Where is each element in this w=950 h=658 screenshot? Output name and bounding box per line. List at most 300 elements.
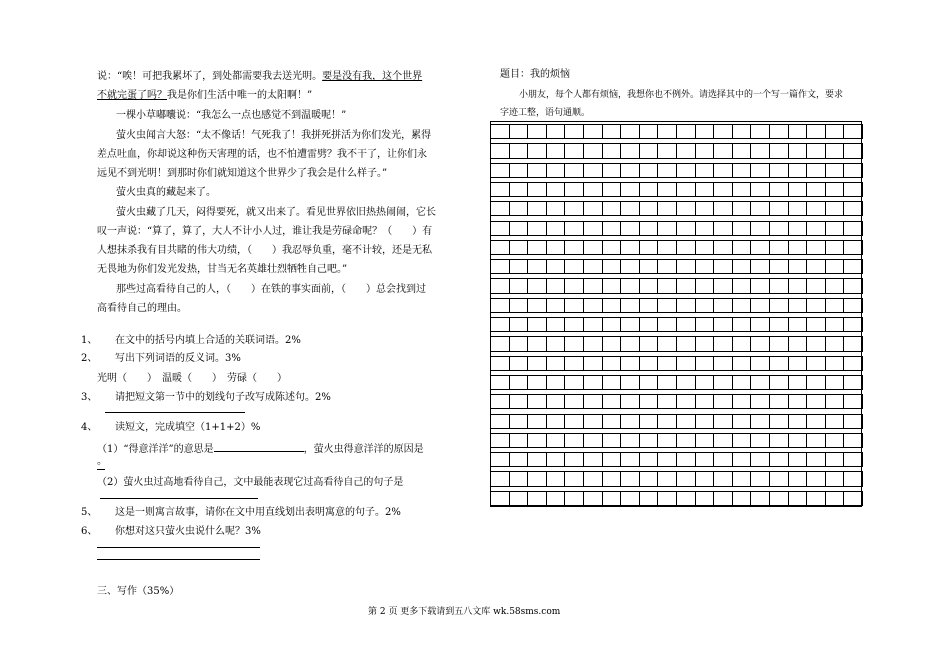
grid-cell[interactable] [677,414,696,429]
grid-cell[interactable] [714,124,733,139]
grid-cell[interactable] [789,414,808,429]
grid-cell[interactable] [510,259,529,274]
grid-cell[interactable] [844,143,863,158]
grid-cell[interactable] [789,375,808,390]
grid-cell[interactable] [770,317,789,332]
grid-cell[interactable] [510,375,529,390]
grid-cell[interactable] [807,452,826,467]
grid-cell[interactable] [789,336,808,351]
grid-cell[interactable] [733,259,752,274]
grid-cell[interactable] [547,298,566,313]
grid-cell[interactable] [826,433,845,448]
grid-cell[interactable] [547,182,566,197]
grid-cell[interactable] [751,278,770,293]
grid-cell[interactable] [640,143,659,158]
grid-cell[interactable] [696,221,715,236]
grid-cell[interactable] [751,491,770,506]
grid-cell[interactable] [714,221,733,236]
grid-cell[interactable] [807,336,826,351]
grid-cell[interactable] [491,143,510,158]
answer-line[interactable] [97,559,260,560]
grid-cell[interactable] [677,452,696,467]
grid-cell[interactable] [807,356,826,371]
grid-cell[interactable] [528,375,547,390]
grid-cell[interactable] [584,221,603,236]
grid-cell[interactable] [658,336,677,351]
grid-cell[interactable] [640,471,659,486]
grid-cell[interactable] [677,221,696,236]
grid-cell[interactable] [789,163,808,178]
grid-cell[interactable] [751,240,770,255]
grid-cell[interactable] [547,471,566,486]
grid-cell[interactable] [547,375,566,390]
grid-cell[interactable] [714,298,733,313]
grid-cell[interactable] [696,163,715,178]
grid-cell[interactable] [677,433,696,448]
grid-cell[interactable] [491,375,510,390]
grid-cell[interactable] [621,356,640,371]
grid-cell[interactable] [770,298,789,313]
grid-cell[interactable] [733,182,752,197]
grid-cell[interactable] [826,124,845,139]
grid-cell[interactable] [565,278,584,293]
grid-cell[interactable] [826,336,845,351]
grid-cell[interactable] [789,298,808,313]
grid-cell[interactable] [658,298,677,313]
grid-cell[interactable] [807,143,826,158]
grid-cell[interactable] [491,471,510,486]
grid-cell[interactable] [603,124,622,139]
grid-cell[interactable] [844,491,863,506]
grid-cell[interactable] [789,259,808,274]
grid-cell[interactable] [584,201,603,216]
grid-cell[interactable] [807,221,826,236]
grid-cell[interactable] [844,259,863,274]
grid-cell[interactable] [696,298,715,313]
grid-cell[interactable] [807,240,826,255]
grid-cell[interactable] [733,201,752,216]
grid-cell[interactable] [677,240,696,255]
grid-cell[interactable] [733,163,752,178]
grid-cell[interactable] [826,471,845,486]
grid-cell[interactable] [826,201,845,216]
grid-cell[interactable] [677,163,696,178]
grid-cell[interactable] [844,471,863,486]
grid-cell[interactable] [491,452,510,467]
grid-cell[interactable] [770,240,789,255]
grid-cell[interactable] [658,356,677,371]
grid-cell[interactable] [584,375,603,390]
grid-cell[interactable] [565,356,584,371]
grid-cell[interactable] [733,375,752,390]
grid-cell[interactable] [826,278,845,293]
grid-cell[interactable] [807,163,826,178]
grid-cell[interactable] [621,375,640,390]
grid-cell[interactable] [658,394,677,409]
grid-cell[interactable] [844,317,863,332]
grid-cell[interactable] [826,182,845,197]
grid-cell[interactable] [714,317,733,332]
grid-cell[interactable] [528,471,547,486]
grid-cell[interactable] [770,491,789,506]
grid-cell[interactable] [677,375,696,390]
grid-cell[interactable] [658,471,677,486]
grid-cell[interactable] [714,182,733,197]
grid-cell[interactable] [658,452,677,467]
grid-cell[interactable] [807,491,826,506]
grid-cell[interactable] [528,182,547,197]
grid-cell[interactable] [696,124,715,139]
grid-cell[interactable] [584,491,603,506]
grid-cell[interactable] [621,124,640,139]
grid-cell[interactable] [696,182,715,197]
grid-cell[interactable] [640,221,659,236]
grid-cell[interactable] [621,278,640,293]
grid-cell[interactable] [528,433,547,448]
grid-cell[interactable] [826,298,845,313]
grid-cell[interactable] [510,278,529,293]
grid-cell[interactable] [528,336,547,351]
grid-cell[interactable] [547,394,566,409]
grid-cell[interactable] [751,221,770,236]
grid-cell[interactable] [640,414,659,429]
grid-cell[interactable] [603,298,622,313]
grid-cell[interactable] [696,259,715,274]
grid-cell[interactable] [547,278,566,293]
grid-cell[interactable] [714,375,733,390]
grid-cell[interactable] [491,278,510,293]
grid-cell[interactable] [658,240,677,255]
grid-cell[interactable] [603,240,622,255]
grid-cell[interactable] [677,356,696,371]
grid-cell[interactable] [565,317,584,332]
grid-cell[interactable] [603,356,622,371]
grid-cell[interactable] [565,259,584,274]
grid-cell[interactable] [621,259,640,274]
answer-line[interactable] [97,547,260,548]
grid-cell[interactable] [789,471,808,486]
grid-cell[interactable] [733,491,752,506]
grid-cell[interactable] [565,124,584,139]
grid-cell[interactable] [826,491,845,506]
answer-line[interactable] [100,498,258,499]
grid-cell[interactable] [677,259,696,274]
grid-cell[interactable] [584,124,603,139]
grid-cell[interactable] [510,356,529,371]
grid-cell[interactable] [844,375,863,390]
grid-cell[interactable] [584,317,603,332]
grid-cell[interactable] [621,317,640,332]
grid-cell[interactable] [565,375,584,390]
grid-cell[interactable] [547,124,566,139]
grid-cell[interactable] [658,221,677,236]
grid-cell[interactable] [696,433,715,448]
grid-cell[interactable] [826,259,845,274]
grid-cell[interactable] [751,394,770,409]
grid-cell[interactable] [696,317,715,332]
grid-cell[interactable] [770,259,789,274]
grid-cell[interactable] [528,414,547,429]
grid-cell[interactable] [677,124,696,139]
grid-cell[interactable] [696,143,715,158]
grid-cell[interactable] [807,317,826,332]
grid-cell[interactable] [510,221,529,236]
grid-cell[interactable] [640,491,659,506]
grid-cell[interactable] [510,201,529,216]
grid-cell[interactable] [491,298,510,313]
grid-cell[interactable] [807,278,826,293]
grid-cell[interactable] [621,298,640,313]
grid-cell[interactable] [528,298,547,313]
grid-cell[interactable] [696,356,715,371]
grid-cell[interactable] [770,414,789,429]
grid-cell[interactable] [528,491,547,506]
grid-cell[interactable] [603,452,622,467]
grid-cell[interactable] [547,452,566,467]
grid-cell[interactable] [714,394,733,409]
grid-cell[interactable] [770,336,789,351]
grid-cell[interactable] [584,278,603,293]
grid-cell[interactable] [584,414,603,429]
grid-cell[interactable] [528,201,547,216]
grid-cell[interactable] [733,414,752,429]
grid-cell[interactable] [491,124,510,139]
grid-cell[interactable] [510,433,529,448]
grid-cell[interactable] [844,124,863,139]
grid-cell[interactable] [584,356,603,371]
grid-cell[interactable] [640,452,659,467]
grid-cell[interactable] [807,375,826,390]
grid-cell[interactable] [491,433,510,448]
grid-cell[interactable] [844,221,863,236]
grid-cell[interactable] [844,182,863,197]
grid-cell[interactable] [696,452,715,467]
grid-cell[interactable] [658,143,677,158]
grid-cell[interactable] [733,336,752,351]
grid-cell[interactable] [714,201,733,216]
grid-cell[interactable] [677,182,696,197]
grid-cell[interactable] [733,356,752,371]
grid-cell[interactable] [844,356,863,371]
grid-cell[interactable] [696,240,715,255]
grid-cell[interactable] [547,240,566,255]
grid-cell[interactable] [603,336,622,351]
grid-cell[interactable] [751,298,770,313]
grid-cell[interactable] [751,414,770,429]
grid-cell[interactable] [733,317,752,332]
grid-cell[interactable] [770,375,789,390]
grid-cell[interactable] [510,163,529,178]
grid-cell[interactable] [770,143,789,158]
grid-cell[interactable] [751,201,770,216]
grid-cell[interactable] [603,143,622,158]
grid-cell[interactable] [584,182,603,197]
grid-cell[interactable] [714,491,733,506]
grid-cell[interactable] [770,433,789,448]
grid-cell[interactable] [584,452,603,467]
grid-cell[interactable] [770,221,789,236]
grid-cell[interactable] [547,163,566,178]
grid-cell[interactable] [565,298,584,313]
grid-cell[interactable] [621,471,640,486]
grid-cell[interactable] [677,278,696,293]
grid-cell[interactable] [603,201,622,216]
grid-cell[interactable] [491,221,510,236]
grid-cell[interactable] [770,182,789,197]
grid-cell[interactable] [751,182,770,197]
grid-cell[interactable] [844,240,863,255]
grid-cell[interactable] [603,221,622,236]
grid-cell[interactable] [603,375,622,390]
grid-cell[interactable] [621,182,640,197]
grid-cell[interactable] [584,471,603,486]
grid-cell[interactable] [510,491,529,506]
grid-cell[interactable] [733,298,752,313]
grid-cell[interactable] [807,394,826,409]
grid-cell[interactable] [547,317,566,332]
grid-cell[interactable] [751,143,770,158]
grid-cell[interactable] [528,163,547,178]
grid-cell[interactable] [510,240,529,255]
grid-cell[interactable] [770,356,789,371]
grid-cell[interactable] [789,240,808,255]
grid-cell[interactable] [844,452,863,467]
grid-cell[interactable] [658,182,677,197]
grid-cell[interactable] [640,317,659,332]
grid-cell[interactable] [751,124,770,139]
grid-cell[interactable] [733,452,752,467]
grid-cell[interactable] [658,491,677,506]
grid-cell[interactable] [510,182,529,197]
grid-cell[interactable] [565,491,584,506]
grid-cell[interactable] [640,124,659,139]
grid-cell[interactable] [807,259,826,274]
grid-cell[interactable] [844,394,863,409]
grid-cell[interactable] [640,201,659,216]
grid-cell[interactable] [640,356,659,371]
grid-cell[interactable] [789,433,808,448]
grid-cell[interactable] [528,394,547,409]
grid-cell[interactable] [603,259,622,274]
grid-cell[interactable] [789,356,808,371]
grid-cell[interactable] [565,221,584,236]
grid-cell[interactable] [826,394,845,409]
grid-cell[interactable] [584,336,603,351]
answer-line[interactable] [97,469,105,470]
grid-cell[interactable] [640,336,659,351]
grid-cell[interactable] [714,240,733,255]
grid-cell[interactable] [770,163,789,178]
grid-cell[interactable] [658,201,677,216]
grid-cell[interactable] [807,414,826,429]
grid-cell[interactable] [751,336,770,351]
grid-cell[interactable] [696,491,715,506]
grid-cell[interactable] [621,240,640,255]
grid-cell[interactable] [547,356,566,371]
grid-cell[interactable] [826,317,845,332]
grid-cell[interactable] [510,471,529,486]
grid-cell[interactable] [565,240,584,255]
grid-cell[interactable] [528,240,547,255]
grid-cell[interactable] [603,433,622,448]
grid-cell[interactable] [621,491,640,506]
grid-cell[interactable] [733,278,752,293]
grid-cell[interactable] [770,471,789,486]
grid-cell[interactable] [584,433,603,448]
grid-cell[interactable] [621,201,640,216]
grid-cell[interactable] [510,317,529,332]
grid-cell[interactable] [491,182,510,197]
grid-cell[interactable] [807,124,826,139]
grid-cell[interactable] [491,414,510,429]
grid-cell[interactable] [770,394,789,409]
grid-cell[interactable] [565,201,584,216]
grid-cell[interactable] [640,375,659,390]
grid-cell[interactable] [696,278,715,293]
grid-cell[interactable] [789,491,808,506]
grid-cell[interactable] [751,471,770,486]
grid-cell[interactable] [696,336,715,351]
grid-cell[interactable] [677,336,696,351]
grid-cell[interactable] [510,414,529,429]
grid-cell[interactable] [528,124,547,139]
grid-cell[interactable] [584,240,603,255]
grid-cell[interactable] [584,163,603,178]
grid-cell[interactable] [844,278,863,293]
grid-cell[interactable] [640,240,659,255]
grid-cell[interactable] [603,471,622,486]
grid-cell[interactable] [844,336,863,351]
grid-cell[interactable] [658,124,677,139]
grid-cell[interactable] [677,394,696,409]
grid-cell[interactable] [826,143,845,158]
grid-cell[interactable] [528,221,547,236]
grid-cell[interactable] [565,336,584,351]
grid-cell[interactable] [770,201,789,216]
grid-cell[interactable] [547,143,566,158]
grid-cell[interactable] [826,240,845,255]
grid-cell[interactable] [789,221,808,236]
grid-cell[interactable] [733,221,752,236]
grid-cell[interactable] [658,375,677,390]
grid-cell[interactable] [528,317,547,332]
grid-cell[interactable] [677,201,696,216]
grid-cell[interactable] [751,259,770,274]
grid-cell[interactable] [603,394,622,409]
grid-cell[interactable] [491,336,510,351]
grid-cell[interactable] [714,336,733,351]
grid-cell[interactable] [677,298,696,313]
grid-cell[interactable] [491,356,510,371]
grid-cell[interactable] [770,124,789,139]
grid-cell[interactable] [807,298,826,313]
grid-cell[interactable] [510,298,529,313]
grid-cell[interactable] [491,317,510,332]
grid-cell[interactable] [491,491,510,506]
grid-cell[interactable] [733,471,752,486]
grid-cell[interactable] [751,433,770,448]
grid-cell[interactable] [603,182,622,197]
grid-cell[interactable] [640,259,659,274]
grid-cell[interactable] [789,317,808,332]
grid-cell[interactable] [789,201,808,216]
grid-cell[interactable] [547,414,566,429]
grid-cell[interactable] [565,394,584,409]
grid-cell[interactable] [714,433,733,448]
grid-cell[interactable] [696,394,715,409]
grid-cell[interactable] [621,394,640,409]
grid-cell[interactable] [844,298,863,313]
